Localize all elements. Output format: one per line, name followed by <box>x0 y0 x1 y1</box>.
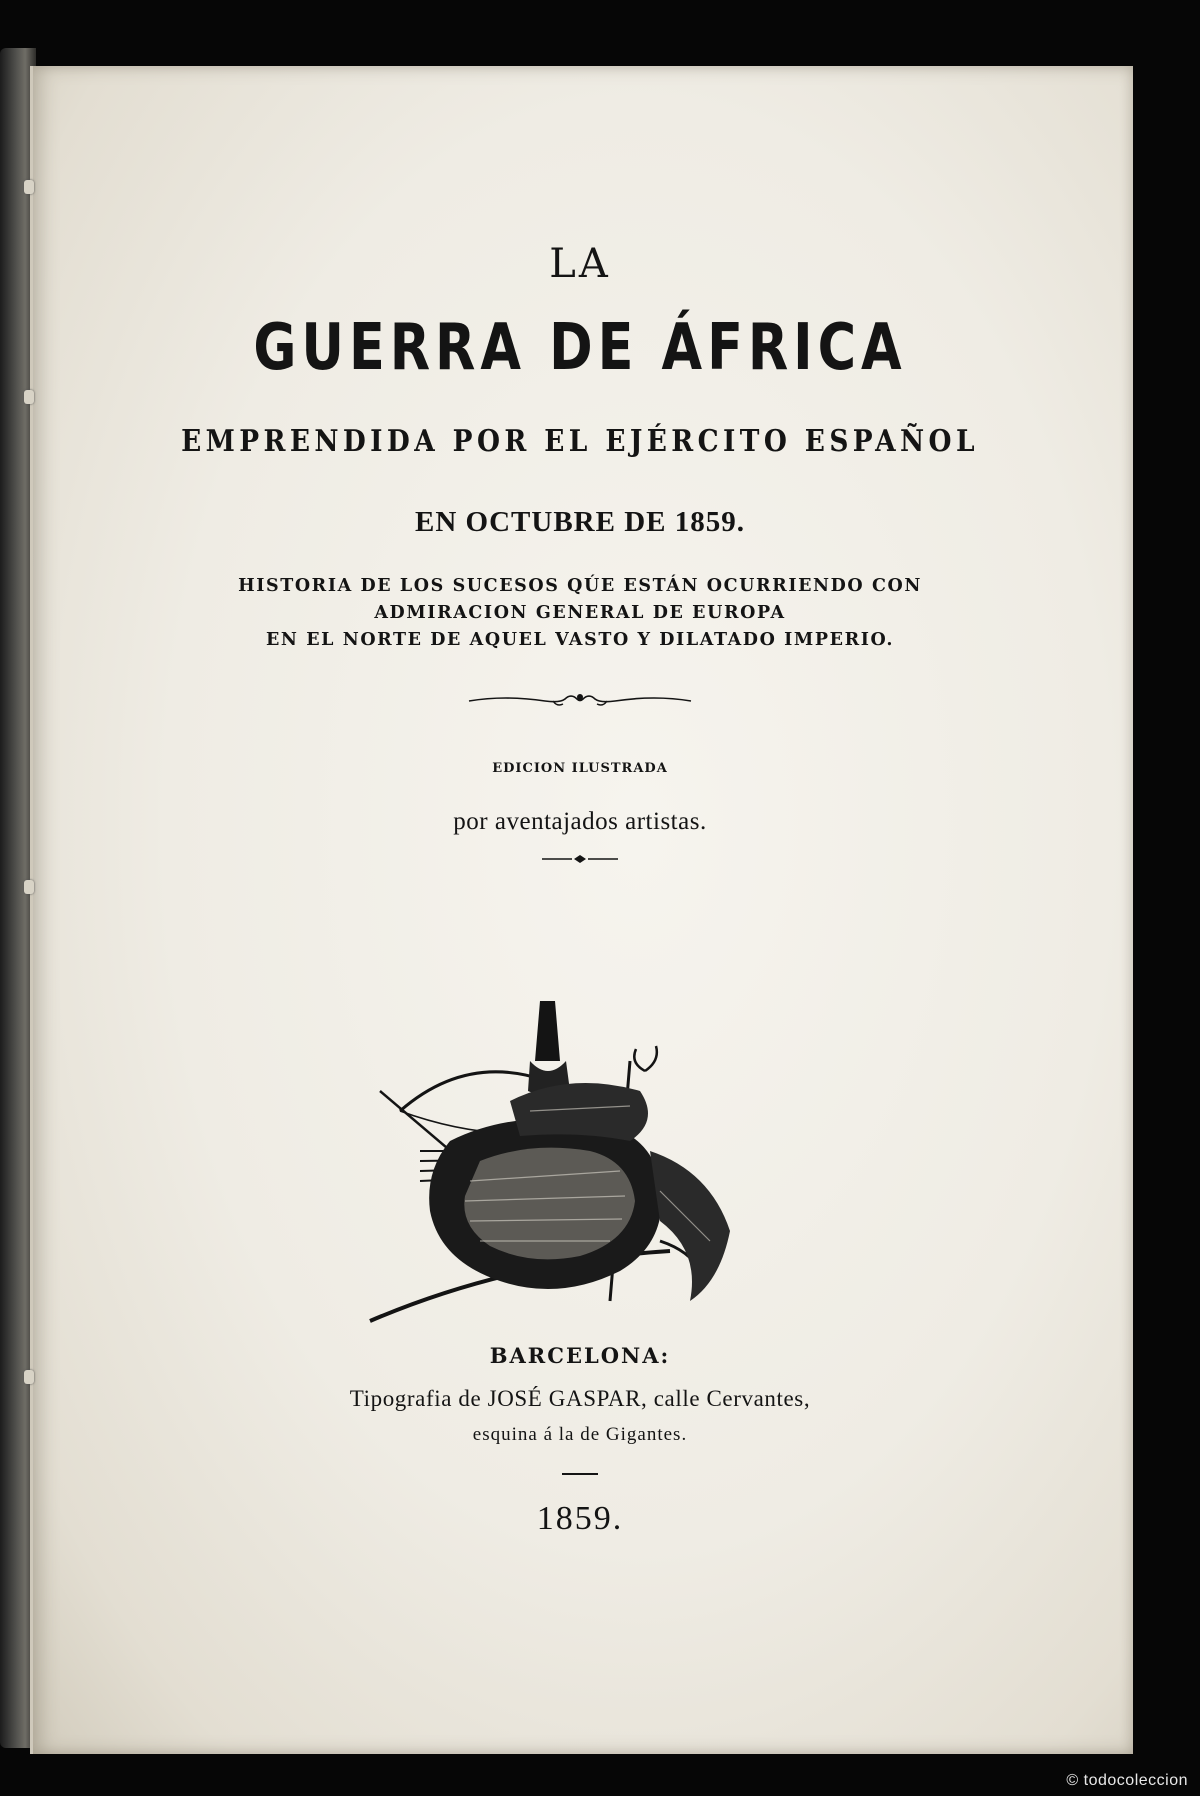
watermark: © todocoleccion <box>1066 1772 1188 1789</box>
book-title: GUERRA DE ÁFRICA <box>253 311 907 385</box>
imprint-address: esquina á la de Gigantes. <box>472 1424 688 1445</box>
publication-year: 1859. <box>536 1500 624 1537</box>
book-subtitle: EMPRENDIDA POR EL EJÉRCITO ESPAÑOL <box>181 424 979 459</box>
history-line: EN EL NORTE DE AQUEL VASTO Y DILATADO IMPERIO. <box>265 630 895 650</box>
small-rule-ornament-icon <box>30 853 1130 865</box>
title-article: LA <box>549 241 611 287</box>
imprint-printer: Tipografia de JOSÉ GASPAR, calle Cervantes, <box>349 1386 811 1411</box>
title-page-content <box>30 66 1130 1754</box>
history-line: ADMIRACION GENERAL DE EUROPA <box>374 603 786 623</box>
flourish-ornament-icon <box>30 689 1130 713</box>
date-line: EN OCTUBRE DE 1859. <box>415 506 745 538</box>
history-line: HISTORIA DE LOS SUCESOS QÚE ESTÁN OCURRIENDO CON <box>238 576 922 596</box>
imprint-city: BARCELONA: <box>489 1343 671 1368</box>
short-rule-ornament-icon <box>30 1471 1130 1477</box>
artists-line: por aventajados artistas. <box>453 808 707 835</box>
trophy-of-arms-icon <box>360 1001 800 1331</box>
edition-label: EDICION ILUSTRADA <box>492 761 668 776</box>
